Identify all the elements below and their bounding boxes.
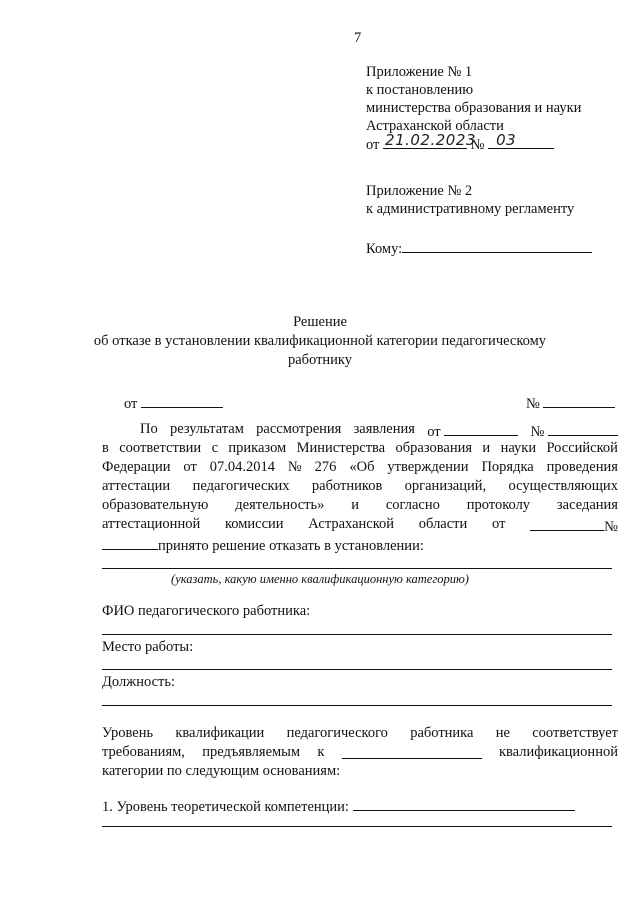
to-label: Кому: bbox=[366, 241, 403, 257]
body-line1 bbox=[140, 421, 618, 441]
word: проведения bbox=[546, 459, 618, 475]
word: педагогических bbox=[192, 478, 290, 494]
word: № bbox=[604, 519, 618, 535]
title-decision: Решение bbox=[293, 314, 347, 330]
word: образования bbox=[395, 440, 473, 456]
number-label: № bbox=[470, 137, 485, 153]
decision-number-line bbox=[526, 393, 615, 413]
from-label: от bbox=[366, 137, 380, 153]
workplace-label: Место работы: bbox=[102, 639, 194, 655]
word: квалификационной bbox=[498, 744, 618, 760]
appendix2-line2: к административному регламенту bbox=[366, 201, 575, 217]
item1-line2 bbox=[102, 826, 612, 827]
word: Российской bbox=[546, 440, 618, 456]
word: 07.04.2014 bbox=[209, 459, 275, 475]
word: аттестации bbox=[102, 478, 171, 494]
decision-number-label: № bbox=[526, 396, 540, 412]
workplace-line bbox=[102, 669, 612, 670]
word: принято решение отказать в установлении: bbox=[158, 538, 424, 554]
word: результатам bbox=[169, 421, 244, 437]
word: педагогического bbox=[286, 725, 388, 741]
word: квалификации bbox=[175, 725, 265, 741]
word: работника bbox=[410, 725, 474, 741]
appendix2-line1: Приложение № 2 bbox=[366, 183, 473, 199]
word: Астраханской bbox=[308, 516, 395, 532]
number-field bbox=[488, 131, 554, 149]
word: работников bbox=[311, 478, 383, 494]
word: и bbox=[351, 497, 359, 513]
body-line2 bbox=[102, 440, 618, 457]
fio-label: ФИО педагогического работника: bbox=[102, 603, 311, 619]
application-number-field bbox=[548, 421, 618, 436]
word: соответствии bbox=[119, 440, 202, 456]
word: осуществляющих bbox=[508, 478, 618, 494]
appendix1-date-line bbox=[366, 131, 554, 154]
category-note: (указать, какую именно квалификационную категорию) bbox=[171, 572, 469, 586]
word: Федерации bbox=[102, 459, 171, 475]
to-line bbox=[366, 238, 592, 258]
protocol-number bbox=[530, 516, 618, 536]
word: аттестационной bbox=[102, 516, 201, 532]
word: заявления bbox=[353, 421, 415, 437]
word: Уровень bbox=[102, 725, 154, 741]
word: По bbox=[140, 421, 158, 437]
title-line3: работнику bbox=[287, 352, 353, 368]
appendix1-line1: Приложение № 1 bbox=[366, 64, 473, 80]
fio-line bbox=[102, 634, 612, 635]
word: заседания bbox=[556, 497, 618, 513]
to-field bbox=[402, 238, 592, 253]
page-number: 7 bbox=[354, 30, 362, 46]
item1-line bbox=[102, 796, 575, 816]
word: протоколу bbox=[466, 497, 531, 513]
handwritten-date: 21.02.2023 bbox=[385, 131, 476, 149]
protocol-date-field bbox=[530, 516, 604, 531]
appendix1-line2: к постановлению bbox=[366, 82, 474, 98]
decision-date-line bbox=[124, 393, 223, 413]
level-line3: категории по следующим основаниям: bbox=[102, 763, 341, 779]
word: в bbox=[102, 440, 109, 456]
word: № bbox=[287, 459, 302, 475]
word: Порядка bbox=[481, 459, 534, 475]
position-line bbox=[102, 705, 612, 706]
word: не bbox=[495, 725, 510, 741]
word: с bbox=[211, 440, 219, 456]
level-line1 bbox=[102, 725, 618, 742]
word: предъявляемым bbox=[202, 744, 301, 760]
body-line3 bbox=[102, 459, 618, 476]
category-field bbox=[342, 744, 482, 759]
application-date-field bbox=[444, 421, 518, 436]
application-date bbox=[427, 421, 518, 441]
body-line7 bbox=[102, 535, 424, 555]
word: от bbox=[492, 516, 506, 532]
word: от bbox=[427, 424, 441, 440]
decision-date-field bbox=[141, 393, 223, 408]
decision-from-label: от bbox=[124, 396, 138, 412]
word: утверждении bbox=[387, 459, 469, 475]
body-line4 bbox=[102, 478, 618, 495]
appendix1-line4: Астраханской области bbox=[366, 118, 504, 134]
word: соответствует bbox=[532, 725, 618, 741]
word: Министерства bbox=[296, 440, 386, 456]
body-line5 bbox=[102, 497, 618, 514]
appendix1-line3: министерства образования и науки bbox=[366, 100, 582, 116]
word: согласно bbox=[385, 497, 440, 513]
word: 276 bbox=[314, 459, 337, 475]
word: от bbox=[183, 459, 197, 475]
word: науки bbox=[500, 440, 537, 456]
word: и bbox=[482, 440, 491, 456]
item1-label: 1. Уровень теоретической компетенции: bbox=[102, 799, 349, 815]
word: организаций, bbox=[404, 478, 487, 494]
date-field bbox=[383, 131, 476, 149]
word: «Об bbox=[349, 459, 375, 475]
word: рассмотрения bbox=[256, 421, 342, 437]
title-line2: об отказе в установлении квалификационной категории педагогическому bbox=[93, 333, 547, 349]
protocol-number-field bbox=[102, 535, 158, 550]
word: к bbox=[317, 744, 325, 760]
word: приказом bbox=[228, 440, 287, 456]
category-line bbox=[102, 568, 612, 569]
item1-field bbox=[353, 796, 575, 811]
position-label: Должность: bbox=[102, 674, 175, 690]
word: комиссии bbox=[224, 516, 284, 532]
handwritten-number: 03 bbox=[496, 131, 517, 149]
word: № bbox=[530, 424, 545, 440]
word: деятельность» bbox=[235, 497, 325, 513]
word: образовательную bbox=[102, 497, 209, 513]
word: области bbox=[418, 516, 468, 532]
application-number bbox=[530, 421, 617, 441]
decision-number-field bbox=[543, 393, 615, 408]
word: требованиям, bbox=[102, 744, 185, 760]
level-line2 bbox=[102, 744, 618, 761]
body-line6 bbox=[102, 516, 618, 536]
